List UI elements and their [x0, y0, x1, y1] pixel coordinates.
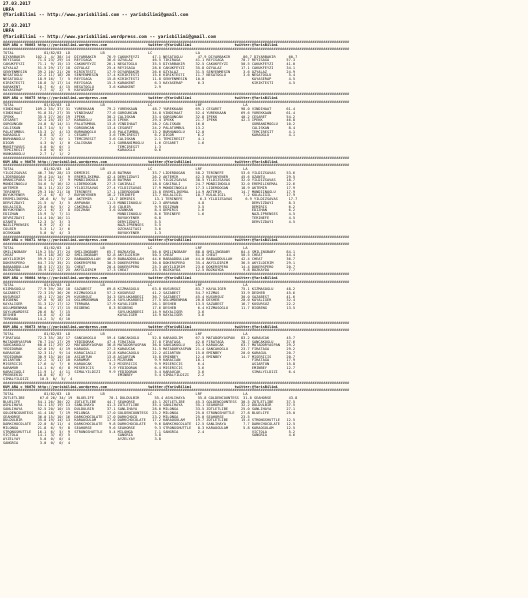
table-row: KULALIGIL 23.0 6/ 5/ 2 CAKIRALI 3.6 COLBIR 9.9 EDIZHAN 3.5 DEMIRIS 6.2 [3, 204, 296, 209]
table-row: EDIZHAN 15.9 3/ 7/ 11 MONDIINOGLU 8.6 TERINEFE 1.6 NAZLIPRENSES 4.5 [3, 212, 296, 217]
separator-rule: ################################################################################################################################################################ [3, 155, 350, 160]
race-tables [3, 41, 525, 446]
table-row: TEMCIRESIT 4.0 0/ 0/ 1 KARAOGLU 0.6 [3, 148, 161, 153]
separator-rule: ################################################################################################################################################################ [3, 39, 350, 44]
table-header-row: TOTAL 81/82/83 LD LB LC LRF LA [3, 103, 248, 108]
race-title: KUM ARA = 98671 http://yarisbilimi.wordpress.com twitter:@YarisBilimi twitter:@YarisBilimi [3, 238, 278, 243]
table-row: CHEAT 59.1 18/ 26/ 42 SMILINGBABY 52.8 AKYILDIRIM 50.3 CHEAT 51.8 CHEAT 50.5 CHEAT 44.4 [3, 253, 296, 258]
table-row: SIMALYILDIZI 10.5 0/ 5/ 4 [3, 377, 73, 382]
header-links: @YarisBilimi -- http://www.yarisbilimi.com -- yarisbilimi@gmail.com [3, 13, 189, 19]
separator-rule: ################################################################################################################################################################ [3, 320, 350, 325]
separator-rule: ################################################################################################################################################################ [3, 99, 350, 104]
table-row: DIYARBAKIR 102.1 4/ 38/ 14 DIYARBAKIR 76.9 CAKUKFEYZI 47.1 NESATOGLU 47.9 DIYARBAKIR 86.7 DIYARBAKIR 60.7 [3, 54, 298, 59]
separator-rule: ################################################################################################################################################################ [3, 163, 350, 168]
race-title: KUM ARA = 98663 http://yarisbilimi.wordpress.com twitter:@YarisBilimi twitter:@YarisBilimi [3, 43, 278, 48]
table-row: SEAHORSE 36.0 15/ 10/ 16 DARKCHOCOLATE 17.0 DARKCHOCO 23.2 MILONGA 25.0 SEAHORSE 23.5 [3, 414, 250, 419]
table-row: MILONGA 21.8 6/ 9/ 8 SEAHORSE 9.6 SEAHORSE 9.3 STRONGSHUTTLE 8.3 KARAOGULAM 5.8 KARAOGULAM 12.5 [3, 425, 296, 430]
race-section [3, 322, 525, 382]
table-header-row: TOTAL 81/82/83 LD LB LC LRF LA [3, 245, 248, 250]
table-row: DESHEB 15.6 4/ 4/ 10 KAYALIGER 14.9 KAYALIGER 3.6 [3, 313, 205, 318]
header-location: URFA [3, 7, 15, 13]
table-row: ASHLIHAYA 54.1 15/ 19/ 13 SANLIHAYA 41.3 ZOTLETLIBE 35.4 SANLIHAYA 35.1 SEAHORSE 32.2 DULDULBIR 37.5 [3, 403, 296, 408]
separator-rule: ################################################################################################################################################################ [3, 272, 350, 277]
race-title: KUM ARA = 98673 http://yarisbilimi.wordpress.com twitter:@YarisBilimi twitter:@YarisBilimi [3, 324, 278, 329]
table-row: BLUELIFE 54.1 26/ 30/ 22 ZOTLETLIBE 44.7 SEAHORSE 45.1 ZOTLETLIBE 45.3 GOLDENCOUNTESS 30.5 ZOTLETLIBE 37.5 [3, 399, 296, 404]
table-row: KUSURSUZ 49.1 17/ 20/ 29 KUSURSUZ 34.3 SOYLUKARDESI 36.7 SAZABEST 45.4 KUSURSUZ 30.0 SAZABEST 41.6 [3, 294, 296, 299]
race-title: KUM ARA = 98670 http://yarisbilimi.wordpress.com twitter:@YarisBilimi twitter:@YarisBilimi [3, 384, 278, 389]
separator-rule: ################################################################################################################################################################ [3, 234, 350, 239]
table-row: MUNIFYAVUS 4.0 0/ 0/ 1 TEMCIRESIT 1.3 [3, 144, 161, 149]
table-row: FIRATAGA 72.3 35/ 28/ 17 SANCAKOGLU 59.4 SANCAKOGLU 52.8 KARAOGLIM 67.5 MATADORYASPAN 83.2 KARAUCAK 45.7 [3, 335, 296, 340]
table-row: OCEKKAAN 5.0 0/ 4/ 3 BOYUKYENER 1.3 [3, 230, 161, 235]
table-row: KARAKENT 10.7 6/ 4/ 15 NESATOGLU 3.6 KARAKENT 2.9 [3, 84, 161, 89]
table-header-row: TOTAL 81/82/83 LD LB LC LA [3, 50, 200, 55]
table-row: SAZABEST 72.3 25/ 36/ 26 KIZMASOGLU 57.2 KUSURSUZ 41.2 SAZABEST 54.7 KIZMAS 33.9 DESHEB 45.6 [3, 290, 296, 295]
header-date: 27.03.2017 [3, 2, 31, 7]
table-row: DOKERSPERO 64.7 23/ 35/ 21 DOKERSPERO 30.3 DOKERSPERO 30.8 DOKERSPERO 35.4 AKYILDIRIM 36.5 AKYILDIRIM 29.1 [3, 260, 296, 265]
table-row: VICTOLA 14.1 3/ 6/ 5 SANGRIA 3.8 SANGRIA 4.6 [3, 433, 296, 438]
table-row: SANCAKOGLU 60.0 11/ 29/ 22 MATADORYASPAN 36.8 MATADORYASPAN 36.8 SANCAKOGLU 23.3 KARAUCAK 63.7 MATADORYASPAN 29.2 [3, 343, 296, 348]
table-row: BOZKAYDA 35.9 12/ 12/ 25 AKYILDIRIM 17.3 CHEAT 23.5 BOZKAYDA 12.5 BOZKAYDA 9.8 BOZKAYDA 7.7 [3, 268, 296, 273]
table-row: TERINEFE 29.3 10/ 21/ 10 TERINEFE 17.1 LIDERDOGAN 15.8 EREMILIKEMAL 14.9 AKTEMIR 14.7 MONDIINOGLU 17.9 [3, 189, 296, 194]
table-row: KAYASERAP 7.7 4/ 2/ 9 KAYASERAP [3, 88, 94, 93]
table-row: DEVRIZDAYI 14.4 10/ 10/ 11 BUYUKYENER 6.8 TERINEFE 4.5 [3, 215, 296, 220]
race-section [3, 157, 525, 236]
table-row: MONDIINOGLU 34.6 5/ 16/ 12 LIDERDOGAN 27.3 CAKIRALI 18.8 CAKIRALI 24.7 MONDIINOGLU 32.0 EREMILIKEMAL 22.6 [3, 182, 296, 187]
table-row: NESATOGLU 18.9 16/ 7/ 5 REYISAGA 15.8 KIRIKTESTI 11.8 SENYENMESIN 10.0 KAYASERAP 4.5 [3, 77, 296, 82]
table-row: OGLUMDENMAN 30.4 7/ 17/ 15 BIGBENG 8.3 BIGBENG 17.6 DESHEB 6.4 KIZMASOGLU 11.7 BIGBENG 13.5 [3, 305, 296, 310]
separator-rule: ################################################################################################################################################################ [3, 242, 350, 247]
table-row: PALATUMBUL 15.3 2/ 4/ 13 BURHANOGLU 3.6 PALATUMBUL 13.2 BURHANOGLU 12.0 TEMCIRESIT 4.1 [3, 129, 296, 134]
table-header-row: TOTAL 81/82/83 LD LB LC LRF LA [3, 283, 248, 288]
subheader-date: 27.03.2017 [3, 23, 31, 29]
table-row: AYZELYAY 5.0 0/ 0/ 4 AYZELYAY 3.8 [3, 437, 161, 442]
table-row: BABAADDULLAH 56.5 17/ 23/ 31 CHEAT 20.4 DOKERSPERO 25.3 AKYILDIRIM 23.6 DOKERSPERO 14.4 DOKERSPERO 20.7 [3, 264, 296, 269]
table-row: OZYALAZ 51.5 29/ 17/ 18 OZYALAZ 25.4 REYISAGA 28.6 CAKUKFEYZI 35.8 OZYALAZ 17.1 CAKUKFEYZI 34.1 [3, 65, 296, 70]
table-row: DULDULBIR 35.8 19/ 14/ 13 KARAOGULAM 17.0 DARKCHOCOLATE 17.2 KARAOGULAM 19.7 ZOTLETLIBE 15.4 STRONGSHUTTLE 12.5 [3, 418, 296, 423]
table-row: DARKCHOCOLATE 22.0 8/ 11/ 4 DARKCHOCOLATE 9.8 DARKCHOCOLATE 9.6 DARKCHOCOLATE 12.5 SANLIHAYA 7.7 DARKCHOCOLATE 12.5 [3, 422, 296, 427]
race-section [3, 236, 525, 274]
table-row: MATADORYASPAN 70.7 24/ 17/ 29 YEDIDORAK 47.4 FIRATAGA 37.8 FIRATAGA 42.8 FIRATAGA 78.7 SANCAKOGLU 37.6 [3, 339, 296, 344]
race-title: KUM ARA = 98664 http://yarisbilimi.wordpress.com twitter:@YarisBilimi twitter:@YarisBilimi [3, 275, 278, 280]
table-row: NESATOGLU 22.2 11/ 18/ 20 SENYENMESIN 17.4 KIRIKTESTI 15.6 KIRIKTESTI 11.7 NESATOGLU 3.6 NESATOGLU 5.4 [3, 73, 296, 78]
table-row: LIDERDOGAN 39.4 24/ 14/ 9 EREMILIKEMAL 42.4 DERVIZDAYI 26.2 AKTEMIR 42.3 BUYUKYENER 45.6 OZANTU 29.5 [3, 174, 296, 179]
table-row: KARAMUR 14.1 6/ 6/ 8 MISERICIS 3.9 YEDIDORAK 6.4 MISERICIS 3.6 EMINBEY 12.7 [3, 365, 296, 370]
table-row: STRONGSHUTTLE 16.1 6/ 5/ 9 STRONGSHUTTLE 5.4 MILONGA 7.1 SANGRIA 2.4 VICTOLA 5.2 [3, 429, 296, 434]
race-title: KUM ARA = 98675 http://yarisbilimi.wordpress.com twitter:@YarisBilimi twitter:@YarisBilimi [3, 95, 278, 100]
table-row: MISERICIS 17.6 4/ 7/ 6 KARAUCAK 9.2 MISERICIS 9.9 MISERICIS 6.4 ASIARTUN 15.8 [3, 362, 296, 367]
subheader-location: URFA [3, 29, 15, 35]
table-row: COLBIR 5.3 1/ 2/ 6 OZCHASITASI 3.6 [3, 227, 161, 232]
table-row: HUNKAROGLU 2.7 1/ 1/ 2 [3, 152, 71, 157]
table-header-row: TOTAL 81/82/83 LD LB LC LRF LA [3, 392, 248, 397]
race-section [3, 93, 525, 157]
table-row: CALISKAN 18.7 14/ 5/ 5 GORGUNCAN 13.4 CESARET 24.2 PALATUMBUL 13.2 CALISKAN 8.4 [3, 125, 296, 130]
table-row: DERVIZDAYI 21.5 4/ 3/ 5 ARPAHAN 11.5 MONDIINOGLU 12.3 ARPAHAN 4.8 DERVIZDAYI 8.3 [3, 200, 296, 205]
table-row: SANLIHAYA 52.5 20/ 10/ 15 DULDULBIR 37.1 SANLIHAYA 28.0 MILONGA 33.5 ZOTLETLIBE 25.0 SANLIHAYA 27.1 [3, 407, 296, 412]
table-row: YILDIZSAVAS 46.7 36/ 28/ 13 DEMIRIS 43.8 BATMAN 33.7 LIDERDOGAN 58.2 TERINEFE 53.6 YILDIZSAVAS 53.6 [3, 170, 296, 175]
table-row: YEDIDORAK 42.0 19/ 4/ 19 KARAGUL 27.3 KARAUCAK 31.5 MATADORYASPAN 21.4 SANCAKOGLU 23.7 FIRATAGA 29.2 [3, 347, 296, 352]
table-row: KIRIKTESTI 18.8 3/ 17/ 14 REYISAGA 15.3 KARAKENT 6.3 KAYASERAP 6.3 KIRIKTESTI 4.5 [3, 80, 296, 85]
table-row: VINDIHAAT 91.8 31/ 27/ 35 VINDIHAAT 77.6 GORGUNCAN 34.8 VINDIHAAT 52.4 YUREKKAAN 69.6 YUREKKAAN 61.4 [3, 110, 296, 115]
separator-rule: ################################################################################################################################################################ [3, 380, 350, 385]
table-row: IPEKK 35.5 27/ 26/ 19 IPEKK 30.2 CALISKAN 33.4 GORGUNCAN 32.8 IPEKK 40.2 CESARET 54.2 [3, 114, 296, 119]
table-row: NAZLIPRENSES 6.9 2/ 4/ 4 NAZLIPRENSES 5.5 [3, 223, 161, 228]
separator-rule: ################################################################################################################################################################ [3, 47, 350, 52]
table-row: KARACIAGLI 11.9 1/ 4/ 11 SIMALYILDIZI 9.9 YEDIDORAK 5.4 KARAUCAK 3.6 SIMALYILDIZI 6.4 [3, 369, 296, 374]
race-title: KUM ARA = 98676 http://yarisbilimi.wordpress.com twitter:@YarisBilimi twitter:@YarisBilimi [3, 159, 278, 164]
race-section [3, 382, 525, 446]
table-row: SANGRIA 3.0 0/ 0/ 4 [3, 440, 71, 445]
table-row: UMANCIPARA 34.5 21/ 2/ 9 MONDIINOGLU 35.8 BATMAN 22.5 YILDIZSAVAS 38.5 YILDIZSAVAS 32.0 YILDIZSAVAS 18.7 [3, 178, 296, 183]
table-row: REYISAGA 71.5 23/ 29/ 14 REYISAGA 36.6 OZYALAZ 46.5 TIKIRAGA 41.1 REYISAGA 70.7 REYISAGA 57.3 [3, 58, 296, 63]
table-row: BUYUKYENER 22.1 6/ 2/ 8 EDIZHAN 3.6 OZANKAN 8.4 DEMIRIS 1.6 EDIZHAN 6.2 [3, 208, 296, 213]
table-row: SMILINGBABY 119.2 55/ 37/ 24 SMILINGBABY 65.7 BOZKAYDA 56.0 SMILINGBABY 88.8 SMILINGBABY 84.4 SMILINGBABY 84.1 [3, 249, 296, 254]
table-row: VINDIHAAT 109.2 35/ 37/ 31 YUREKKAAN 79.2 YUREKKAAN 48.7 YUREKKAAN 69.1 CESARET 98.0 VINDIHAAT 61.4 [3, 107, 296, 112]
table-row: OZANTU 12.3 3/ 3/ 3 DERVIZDAYI 5.5 DERVIZDAYI 4.5 [3, 219, 296, 224]
separator-rule: ################################################################################################################################################################ [3, 328, 350, 333]
table-row: GORGUNCAN 24.8 8/ 14/ 11 PALATUMBUL 13.8 VINDIHAAT 28.2 CALISKAN 16.8 GURBANIMOGLU 10.2 [3, 122, 296, 127]
race-section [3, 41, 525, 94]
separator-rule: ################################################################################################################################################################ [3, 92, 350, 97]
table-row: KAYALIGER 31.3 12/ 17/ 12 TERRABA 17.9 KAYALIGER 26.1 DESHEB 13.5 SAZABEST 16.7 KUSURSUZ 22.2 [3, 302, 296, 307]
table-row: BUYUKYENER 27.4 6/ 6/ 7 BUYUKYENER 16.2 TERINEFE 13.7 KULALIGIL 10.7 KULALIGIL 7.2 KULALIGIL 17.9 [3, 193, 296, 198]
table-row: KIZMASOGLU 77.9 39/ 28/ 18 SAZABEST 69.8 KIZMASOGLU 63.8 KUSURSUZ 83.7 KAYALIGER 75.1 KIZMASOGLU 48.2 [3, 287, 296, 292]
subheader-links: @YarisBilimi -- http://www.yarisbilimi.wordpress.com -- yarisbilimi@gmail.com [3, 34, 216, 40]
separator-rule: ################################################################################################################################################################ [3, 279, 350, 284]
table-row: AKTEMIR 30.1 11/ 22/ 22 YILDIZSAVAS 27.4 YILDIZSAVAS 17.9 MONDIINOGLU 17.3 LIDERDOGAN 18.9 AKTEMIR 17.9 [3, 185, 296, 190]
table-row: EREMILIKEMAL 26.6 6/ 9/ 10 AKTEMIR 11.7 DEMIRIS 13.1 TERINEFE 6.3 YILDIZSAVAS 6.9 YILDIZSAVAS 17.7 [3, 197, 298, 202]
table-header-row: TOTAL 81/82/83 LD LB LC LRF LA [3, 167, 248, 172]
separator-rule: ################################################################################################################################################################ [3, 388, 350, 393]
table-row: AKYILDIRIM 59.9 21/ 27/ 22 BABAADDULLAH 46.9 BABAADDULLAH 44.6 BABAADDULLAH 44.0 BABAADDULLAH 42.4 CHEAT 36.7 [3, 257, 296, 262]
race-section [3, 273, 525, 322]
table-row: KARAUCAK 32.3 11/ 9/ 14 KARACIAGLI 13.8 KARACAOGLU 22.2 ASIARTUN 15.0 EMINBEY 20.0 KARAGUL 20.7 [3, 350, 296, 355]
table-row: SENYENMESIN 39.2 10/ 21/ 20 KIRIKTESTI 17.9 DIYARBAKIR 26.6 OZYALAZ 31.5 SENYENMESIN 3.6 OZYALAZ 24.9 [3, 69, 296, 74]
table-row: ASIARTUN 22.2 3/ 11/ 10 KARAMUR 11.3 MIZEUNN 9.9 KARACIAN 10.1 FIRATAGA 17.9 [3, 358, 296, 363]
table-row: DIGOR 4.3 0/ 1/ 0 CALISKAN 2.1 GURBANIMOGLU 1.6 CESARET 1.6 [3, 140, 205, 145]
table-row: ZOTLETLIBE 67.6 26/ 34/ 19 BLUELIFE 70.1 DULDULBIR 55.4 ASHLIHAYA 55.8 GOLDENCOUNTESS 31.8 SEAHORSE 43.8 [3, 395, 298, 400]
table-row: BIGBENG 47.0 9/ 18/ 14 OGLUMDENMAN 32.4 SOYLUKARDESI 27.5 OGLUMDENMAN 20.8 DESHEB 20.0 KAYALIGER 32.4 [3, 298, 296, 303]
table-row: CAKUKFEYZI 71.1 9/ 15/ 13 CAKUKFEYZI 26.1 NESATOGLU 35.5 DIYARBAKIR 32.5 CAKUKFEYZI 50.5 CAKUKFEYZI 41.0 [3, 62, 296, 67]
table-row: PRENSEKIO 10.8 6/ 6/ 7 EMINBEY 5.4 SIMALYILDIZI 2.2 [3, 373, 205, 378]
table-row: KARAOGLU 8.6 3/ 2/ 1 CESARET 3.6 TEMCIRESIT 6.2 DIGOR 6.2 KARAOGLU 4.1 [3, 133, 296, 138]
table-row: GOLDENCOUNTESS 41.4 18/ 7/ 19 MILONGA 17.0 GOLDENCOUNTESS 23.2 MILONGA 25.0 STRONGSHUTTLE 27.8 BLUELIFE 25.0 [3, 410, 296, 415]
table-row: SOYLUKARDESI 20.6 8/ 7/ 15 SOYLUKARDESI 14.9 KAYALIGER 3.6 [3, 309, 205, 314]
table-row: BURHANOGLU 7.7 3/ 0/ 1 TEMCIRESIT 3.6 CALISKAN 2.1 TEMCIRESIT 4.1 [3, 137, 205, 142]
table-header-row: TOTAL 81/82/83 LD LB LC LRF LA [3, 332, 248, 337]
table-row: YEDIDORAK 30.9 15/ 10/ 10 ASIARTUN 13.8 ASIARTUN 15.8 EMINBEY 12.4 EMINBEY 14.7 MISERICIS 20.7 [3, 354, 296, 359]
table-row: CESARET 32.4 25/ 15/ 17 KARAOGLU 14.5 IPEKK 29.4 IPEKK 21.7 IPEKK 42.3 IPEKK 46.8 [3, 118, 296, 123]
table-row: TERRABA 14.2 3/ 6/ 10 [3, 317, 71, 322]
